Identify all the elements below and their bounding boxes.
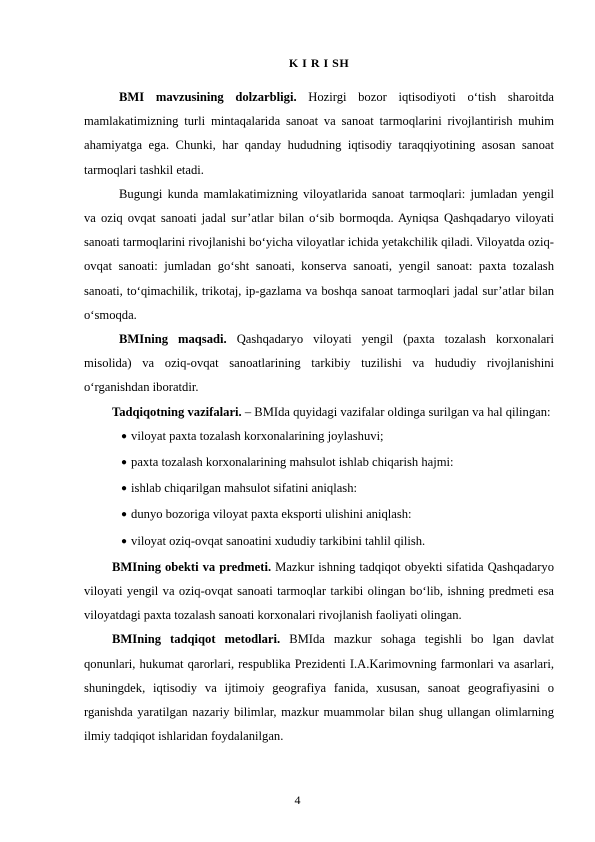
methods-heading: BMIning tadqiqot metodlari. <box>112 632 281 647</box>
page-number: 4 <box>294 793 301 807</box>
page-title: K I R I SH <box>288 56 350 70</box>
object-text: Mazkur ishning tadqiqot obyekti sifatida Qashqadaryo viloyati yengil va oziq-ovqat sanoati tarmoqlar tarkibi olingan bo‘lib, ishning predmeti esa viloyatdagi paxta tozalash sanoati korxonalari rivojlanish faoliyati olingan. <box>84 559 555 623</box>
goal-paragraph <box>84 327 554 400</box>
document-page <box>84 56 554 748</box>
list-item: ● paxta tozalash korxonalarining mahsulot ishlab chiqarish hajmi: <box>121 450 554 476</box>
relevance-text: Hozirgi bozor iqtisodiyoti o‘tish sharoitda mamlakatimizning turli mintaqalarida sanoat va sanoat tarmoqlarini rivojlantirish muhim ahamiyatga ega. Chunki, har qanday hududning iqtisodiy taraqqiyotining asosan sanoat tarmoqlari tashkil etadi. <box>84 90 554 177</box>
tasks-paragraph <box>84 400 554 424</box>
relevance-paragraph <box>84 85 554 182</box>
object-heading: BMIning obekti va predmeti. <box>112 559 272 574</box>
goal-heading: BMIning maqsadi. <box>119 332 227 347</box>
list-item: ● dunyo bozoriga viloyat paxta eksporti ulishini aniqlash: <box>121 502 554 528</box>
object-paragraph <box>84 555 554 628</box>
tasks-heading: Tadqiqotning vazifalari. <box>112 404 242 419</box>
relevance-heading: BMI mavzusining dolzarbligi. <box>119 90 297 104</box>
list-item: ● ishlab chiqarilgan mahsulot sifatini aniqlash: <box>121 476 554 502</box>
today-paragraph: Bugungi kunda mamlakatimizning viloyatlarida sanoat tarmoqlari: jumladan yengil va oziq ovqat sanoati jadal sur’atlar bilan o‘sib bormoqda. Ayniqsa Qashqadaryo viloyati sanoati tarmoqlarini rivojlanishi bo‘yicha viloyatlar ichida yetakchilik qiladi. Viloyatda oziq-ovqat sanoati: jumladan go‘sht sanoati, konserva sanoati, yengil sanoat: paxta tozalash sanoati, to‘qimachilik, trikotaj, ip-gazlama va boshqa sanoat tarmoqlari jadal sur’atlar bilan o‘smoqda. <box>84 186 554 322</box>
list-item: ● viloyat oziq-ovqat sanoatini xududiy tarkibini tahlil qilish. <box>121 529 554 555</box>
methods-text: BMIda mazkur sohaga tegishli bo lgan davlat qonunlari, hukumat qarorlari, respublika Prezidenti I.A.Karimovning farmonlari va asarlari, shuningdek, iqtisodiy va ijtimoiy geografiya fanida, xususan, sanoat geografiyasini o rganishda yaratilgan nazariy bilimlar, mazkur muammolar bilan shug ullangan olimlarning ilmiy tadqiqot ishlaridan foydalanilgan. <box>84 632 554 744</box>
goal-text: Qashqadaryo viloyati yengil (paxta tozalash korxonalari misolida) va oziq-ovqat sanoatlarining tarkibiy tuzilishi va hududiy rivojlanishini o‘rganishdan iboratdir. <box>84 332 555 395</box>
tasks-list <box>84 424 554 555</box>
methods-paragraph <box>84 627 554 748</box>
list-item: ● viloyat paxta tozalash korxonalarining joylashuvi; <box>121 424 554 450</box>
tasks-text: – BMIda quyidagi vazifalar oldinga surilgan va hal qilingan: <box>241 404 551 419</box>
